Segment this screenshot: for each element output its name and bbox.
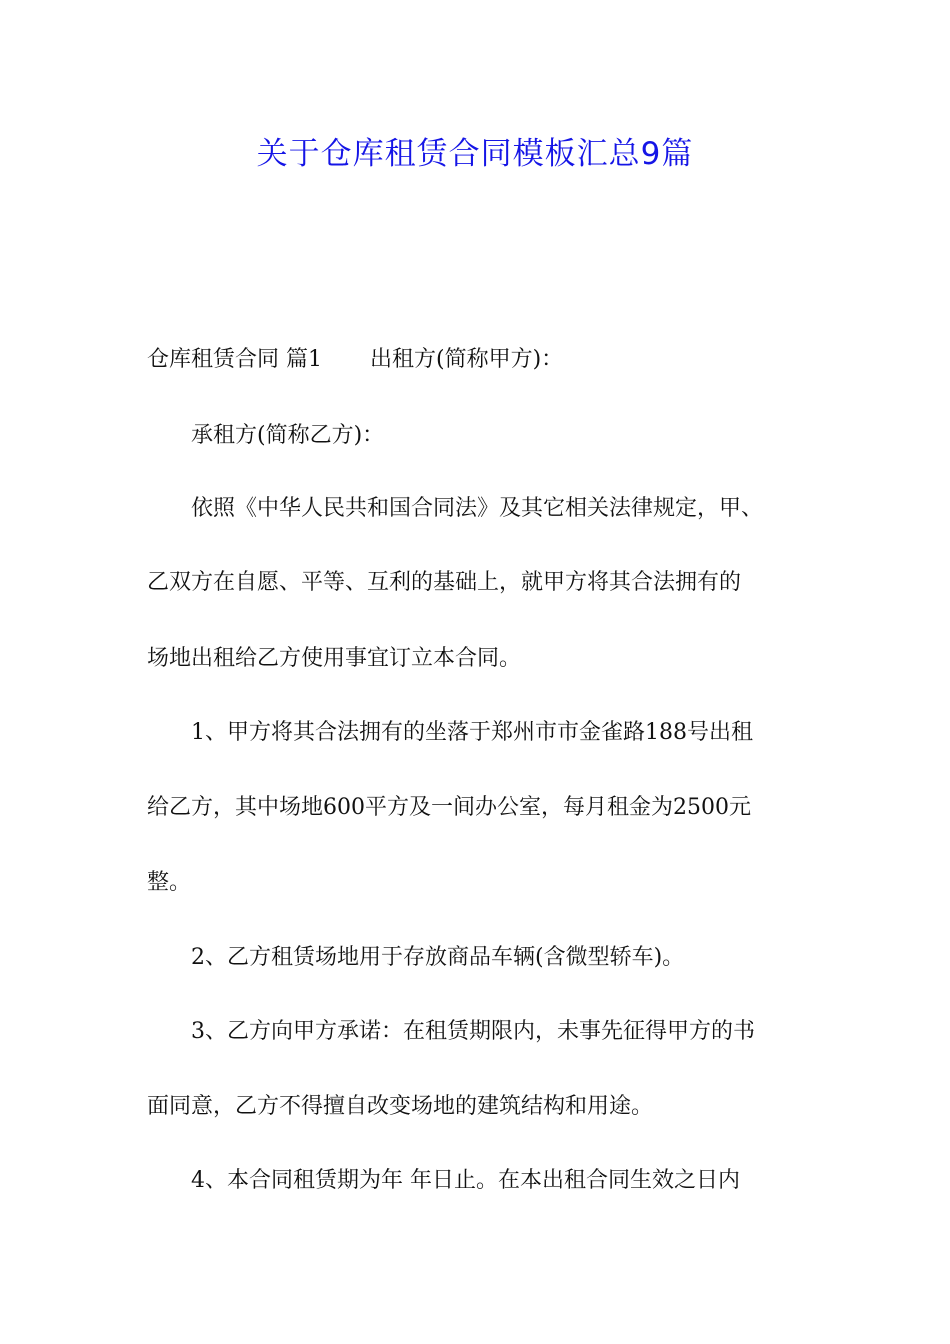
contract-heading [147,345,563,375]
lessor-label: 出租方(简称甲方)： [370,347,564,372]
clause-2-line: 2、乙方租赁场地用于存放商品车辆(含微型轿车)。 [191,945,685,970]
clause-1-line: 给乙方，其中场地600平方及一间办公室，每月租金为2500元 [147,795,751,820]
paragraph-line: 乙双方在自愿、平等、互利的基础上，就甲方将其合法拥有的 [147,570,742,595]
contract-heading-label: 仓库租赁合同 篇1 [147,347,322,372]
clause-1-line: 整。 [147,870,192,895]
document-title: 关于仓库租赁合同模板汇总9篇 [256,136,694,172]
clause-3-line: 面同意，乙方不得擅自改变场地的建筑结构和用途。 [147,1094,654,1119]
paragraph-line: 场地出租给乙方使用事宜订立本合同。 [147,646,522,671]
paragraph-line: 依照《中华人民共和国合同法》及其它相关法律规定，甲、 [191,496,764,521]
lessee-label: 承租方(简称乙方)： [191,423,385,448]
clause-4-line: 4、本合同租赁期为年 年日止。在本出租合同生效之日内 [191,1168,740,1193]
clause-3-line: 3、乙方向甲方承诺：在租赁期限内，未事先征得甲方的书 [191,1019,755,1044]
clause-1-line: 1、甲方将其合法拥有的坐落于郑州市市金雀路188号出租 [191,720,753,745]
